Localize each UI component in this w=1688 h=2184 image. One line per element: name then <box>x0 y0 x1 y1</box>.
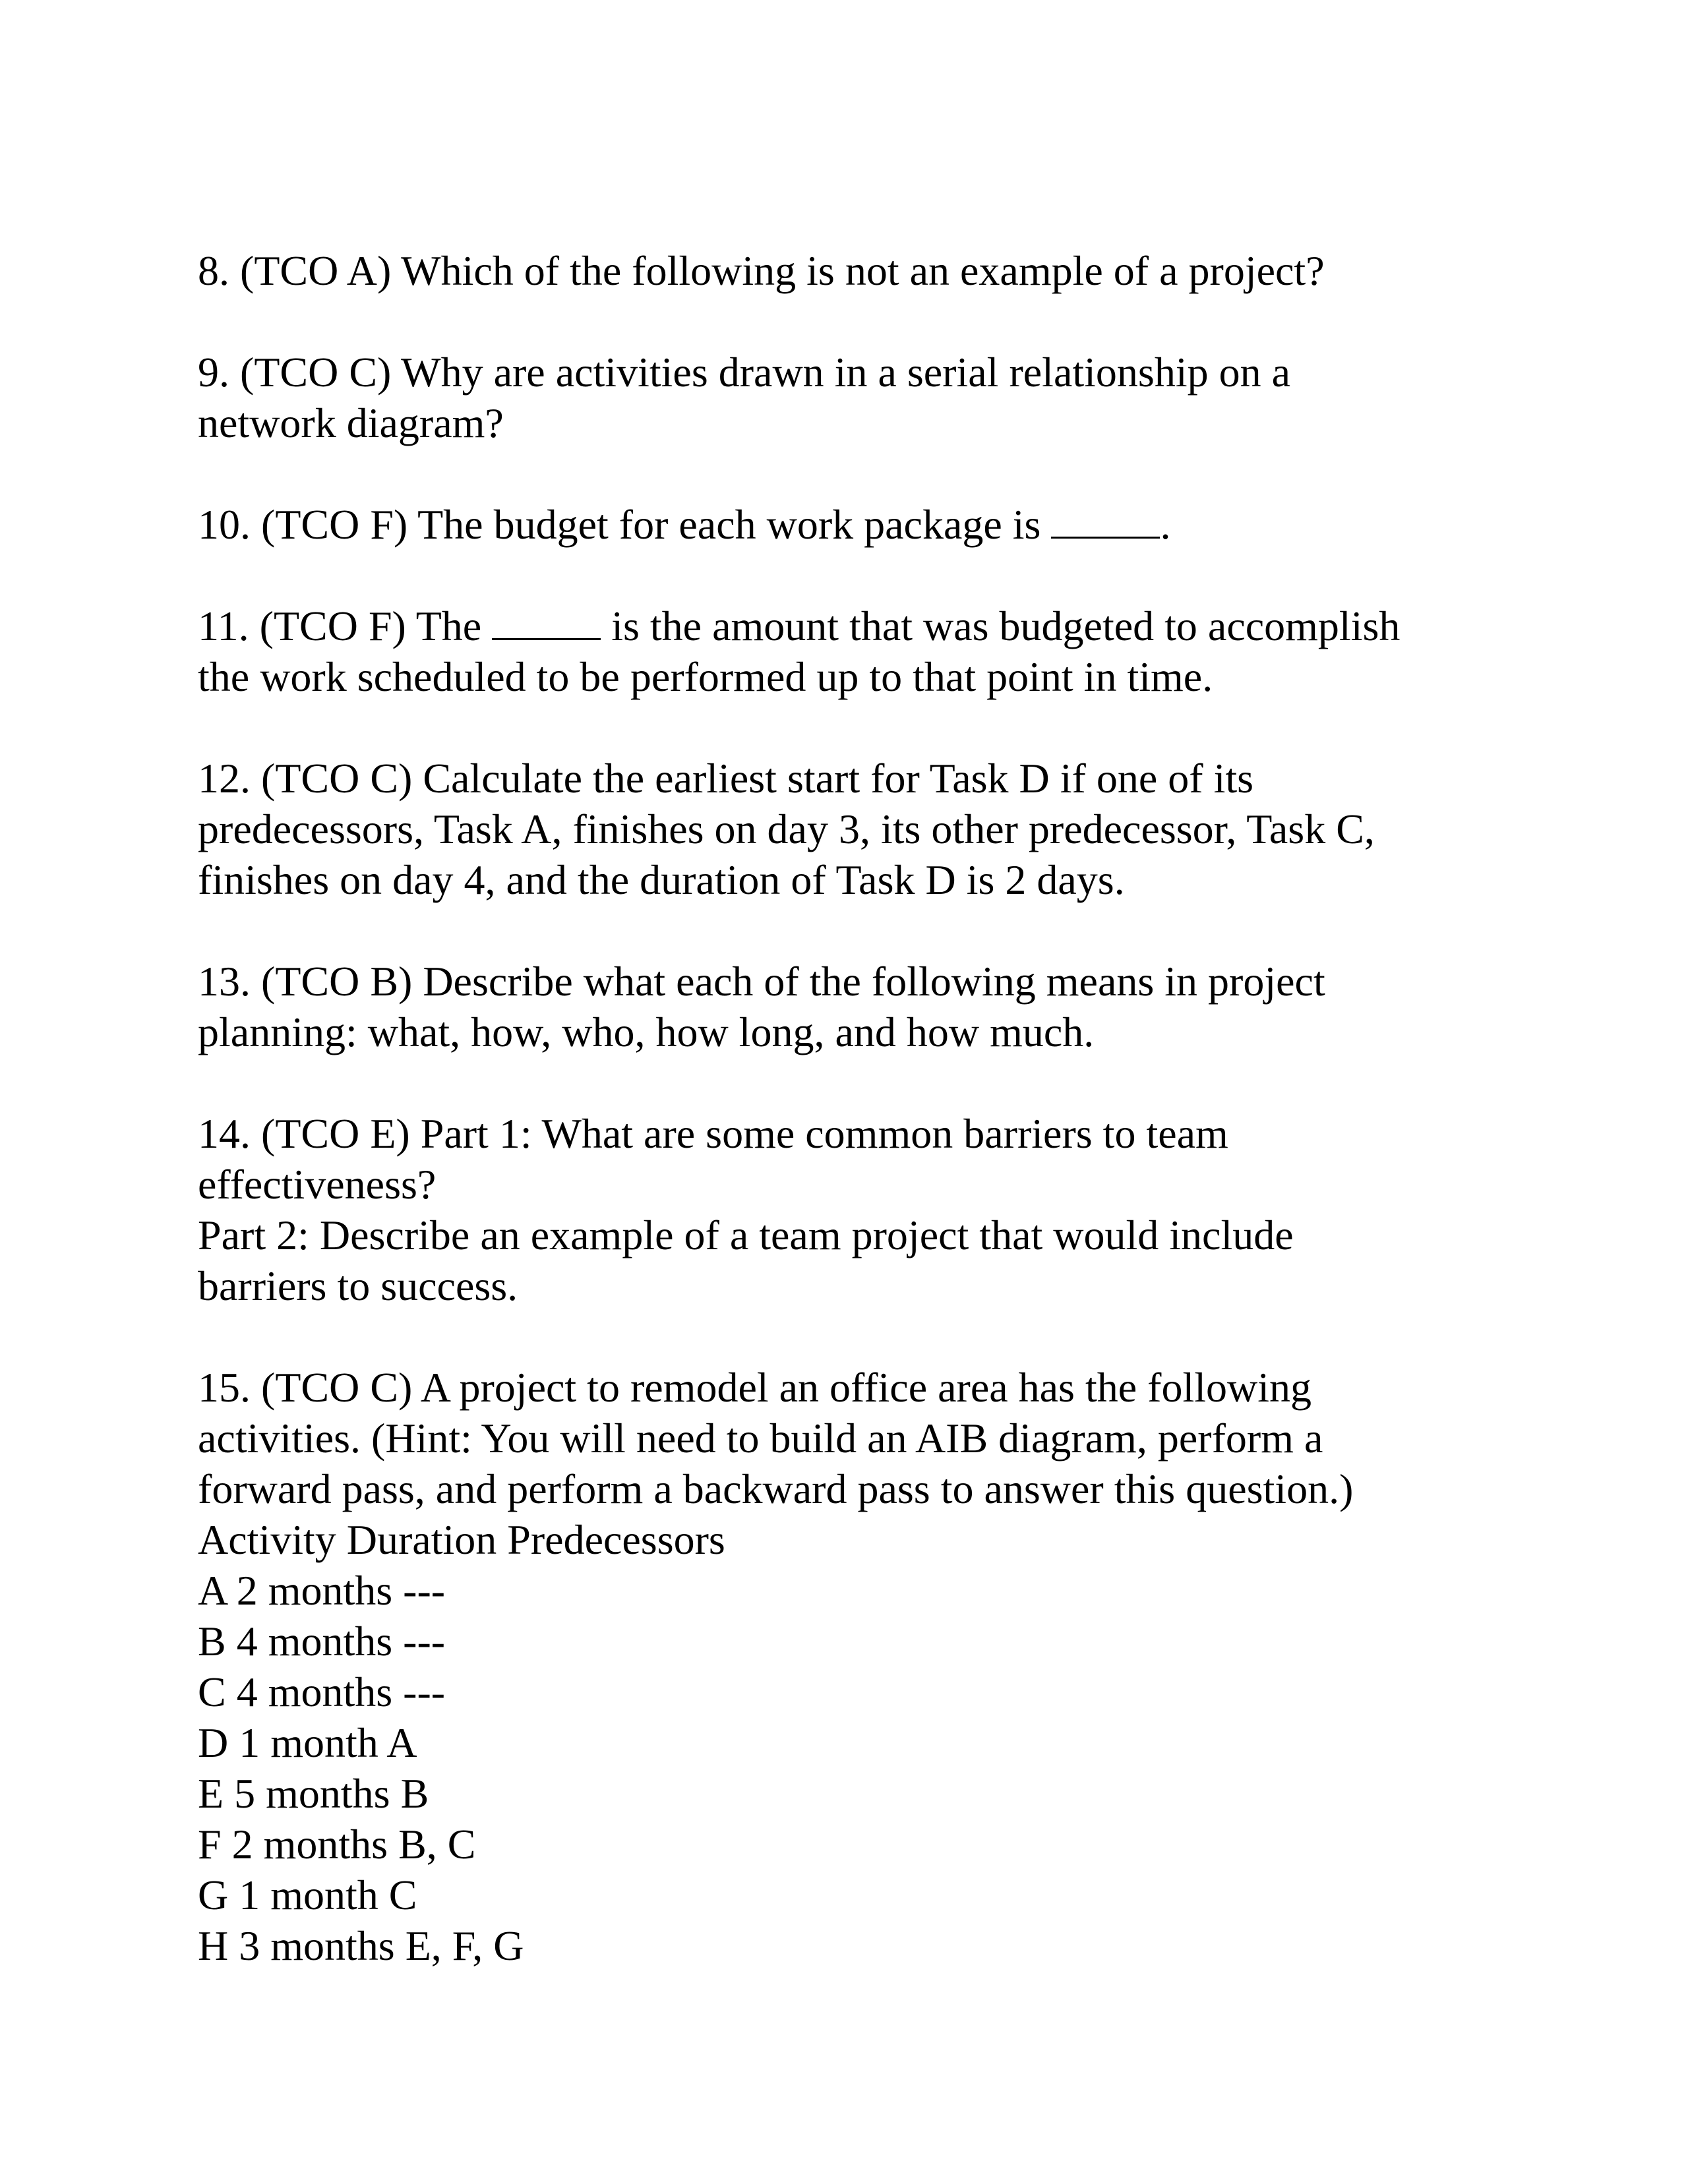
activity-row: G 1 month C <box>198 1872 417 1918</box>
activity-row: C 4 months --- <box>198 1668 446 1715</box>
question-12 <box>198 753 1543 905</box>
question-text-before-blank: 10. (TCO F) The budget for each work package is <box>198 501 1052 548</box>
question-text-line: network diagram? <box>198 399 504 446</box>
question-13 <box>198 956 1543 1057</box>
question-text-line: 14. (TCO E) Part 1: What are some common barriers to team <box>198 1110 1228 1157</box>
question-text-after-blank: is the amount that was budgeted to accomplish <box>601 603 1401 649</box>
answer-blank <box>492 601 601 640</box>
question-text-line: predecessors, Task A, finishes on day 3, its other predecessor, Task C, <box>198 806 1375 852</box>
question-text-line: activities. (Hint: You will need to build an AIB diagram, perform a <box>198 1415 1323 1461</box>
question-text-line: 13. (TCO B) Describe what each of the following means in project <box>198 958 1325 1005</box>
question-text-line <box>198 499 1543 550</box>
question-text-line: 8. (TCO A) Which of the following is not an example of a project? <box>198 247 1325 294</box>
question-text-line <box>198 601 1543 651</box>
activity-row: F 2 months B, C <box>198 1821 476 1868</box>
question-14 <box>198 1108 1543 1311</box>
question-text-line: barriers to success. <box>198 1262 518 1309</box>
activity-row: A 2 months --- <box>198 1567 446 1614</box>
question-text-line: planning: what, how, who, how long, and how much. <box>198 1009 1095 1055</box>
activity-row: H 3 months E, F, G <box>198 1922 524 1969</box>
activity-table-header: Activity Duration Predecessors <box>198 1516 725 1563</box>
question-text-line: Part 2: Describe an example of a team project that would include <box>198 1212 1294 1258</box>
question-text-line: 15. (TCO C) A project to remodel an office area has the following <box>198 1364 1311 1411</box>
question-text-line: finishes on day 4, and the duration of Task D is 2 days. <box>198 856 1125 903</box>
document-page <box>198 245 1543 2022</box>
question-text-line: 9. (TCO C) Why are activities drawn in a serial relationship on a <box>198 349 1290 396</box>
question-10 <box>198 499 1543 550</box>
question-text-before-blank: 11. (TCO F) The <box>198 603 493 649</box>
question-text-line: forward pass, and perform a backward pass to answer this question.) <box>198 1465 1354 1512</box>
activity-row: E 5 months B <box>198 1770 429 1817</box>
question-15 <box>198 1362 1543 1971</box>
question-text-line: the work scheduled to be performed up to that point in time. <box>198 653 1213 700</box>
activity-row: D 1 month A <box>198 1719 417 1766</box>
question-8 <box>198 245 1543 296</box>
question-9 <box>198 347 1543 448</box>
question-text-after-blank: . <box>1160 501 1171 548</box>
activity-row: B 4 months --- <box>198 1618 446 1665</box>
question-11 <box>198 601 1543 702</box>
question-text-line: 12. (TCO C) Calculate the earliest start for Task D if one of its <box>198 755 1254 802</box>
question-text-line: effectiveness? <box>198 1161 437 1208</box>
answer-blank <box>1051 500 1160 539</box>
